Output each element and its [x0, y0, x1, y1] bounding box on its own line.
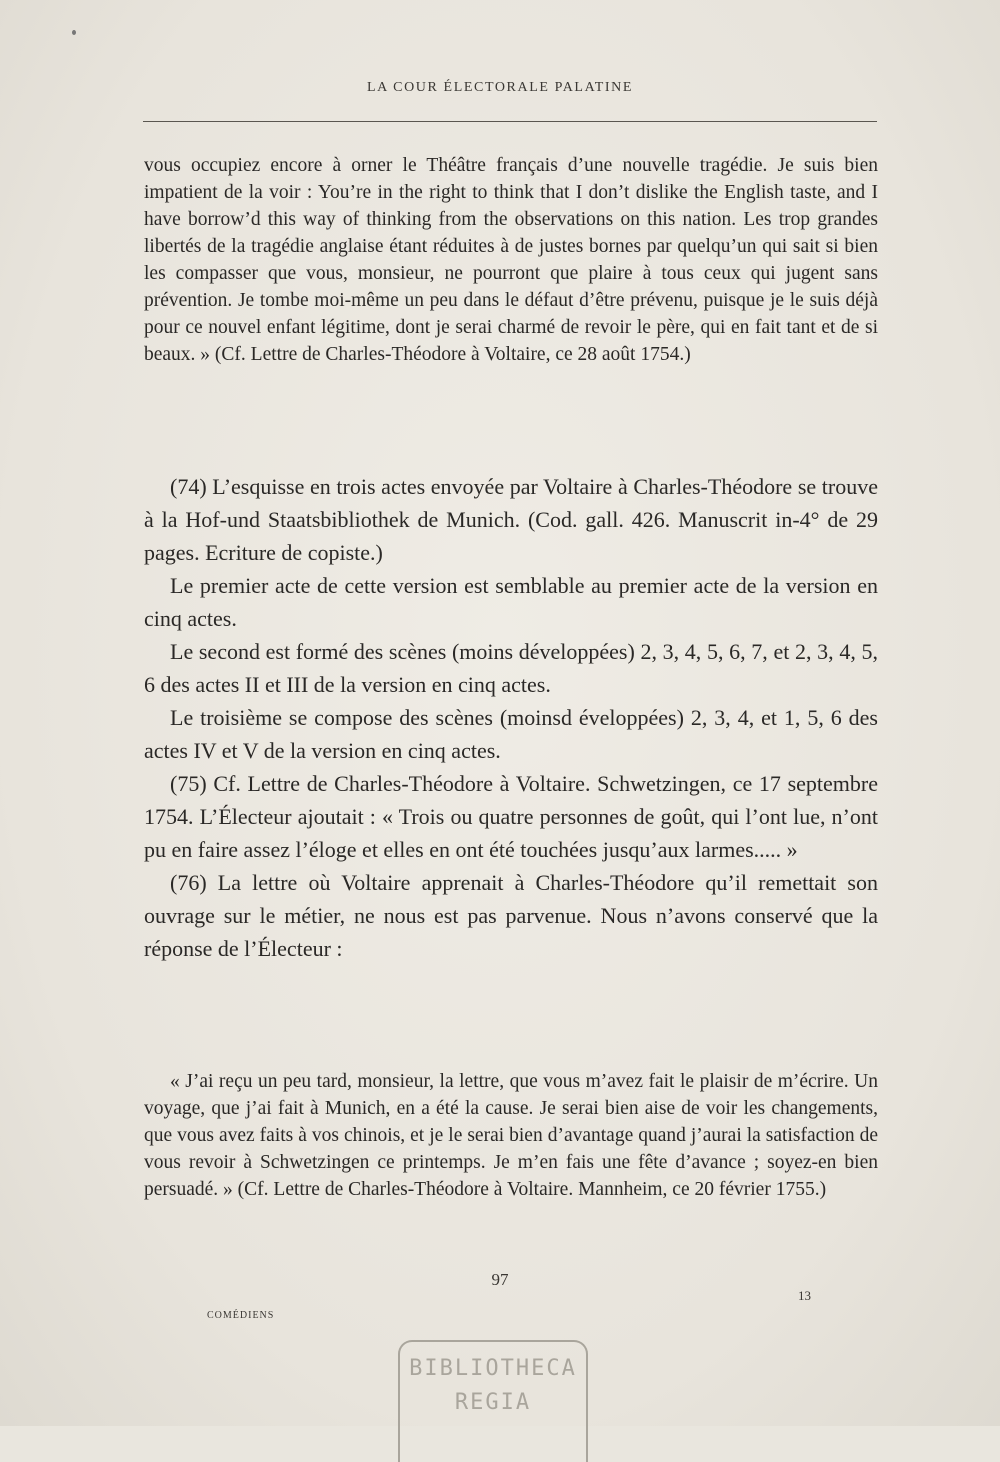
quoted-letter: « J’ai reçu un peu tard, monsieur, la lettre, que vous m’avez fait le plaisir de m’écrire. Un voyage, que j’ai fait à Munich, en a été la cause. Je serai bien aise de voir les changements, que vous avez faits à vos chinois, et je le serai bien d’avantage quand j’aurai la satisfaction de vous revoir à Schwetzingen ce printemps. Je m’en fais une fête d’avance ; soyez-en bien persuadé. » (Cf. Lettre de Charles-Théodore à Voltaire. Mannheim, ce 20 février 1755.): [144, 1071, 878, 1200]
signature-number: 13: [798, 1288, 811, 1303]
running-head: LA COUR ÉLECTORALE PALATINE: [366, 80, 634, 95]
header-rule: [143, 121, 877, 122]
note-74: (74) L’esquisse en trois actes envoyée par Voltaire à Charles-Théodore se trouve à la Hof-und Staatsbibliothek de Munich. (Cod. gall. 426. Manuscrit in-4° de 29 pages. Ecriture de copiste.): [144, 474, 878, 565]
note-74-paragraph-2: Le premier acte de cette version est semblable au premier acte de la version en cinq actes.: [144, 573, 878, 631]
letter-continuation: vous occupiez encore à orner le Théâtre français d’une nouvelle tragédie. Je suis bien impatient de la voir : You’re in the right to think that I don’t dislike the English taste, and I have borrow’d this way of thinking from the observations on this nation. Les trop grandes libertés de la tragédie anglaise étant réduites à de justes bornes par quelqu’un qui sait si bien les compasser que vous, monsieur, ne pourront que plaire à tous ceux qui jugent sans prévention. Je tombe moi-même un peu dans le défaut d’être prévenu, puisque je le suis déjà pour ce nouvel enfant légitime, dont je serai charmé de revoir le père, qui en fait tant et de si beaux. » (Cf. Lettre de Charles-Théodore à Voltaire, ce 28 août 1754.): [144, 155, 878, 365]
note-76: (76) La lettre où Voltaire apprenait à Charles-Théodore qu’il remettait son ouvrage sur le métier, ne nous est pas parvenue. Nous n’avons conservé que la réponse de l’Électeur :: [144, 870, 878, 961]
ink-speck: [72, 30, 76, 35]
stamp-line-2: REGIA: [454, 1390, 532, 1415]
notes-block: [144, 470, 878, 965]
page-number: 97: [491, 1270, 509, 1289]
quote-block: [144, 1068, 878, 1203]
letter-continuation-block: [144, 152, 878, 368]
note-74-paragraph-3: Le second est formé des scènes (moins développées) 2, 3, 4, 5, 6, 7, et 2, 3, 4, 5, 6 des actes II et III de la version en cinq actes.: [144, 639, 878, 697]
note-75: (75) Cf. Lettre de Charles-Théodore à Voltaire. Schwetzingen, ce 17 septembre 1754. L’Électeur ajoutait : « Trois ou quatre personnes de goût, qui l’ont lue, n’ont pu en faire assez l’éloge et elles en ont été touchées jusqu’aux larmes..... »: [144, 771, 878, 862]
signature-mark: COMÉDIENS: [207, 1310, 275, 1321]
library-stamp: [398, 1340, 588, 1462]
stamp-line-1: BIBLIOTHECA: [409, 1356, 577, 1381]
note-74-paragraph-4: Le troisième se compose des scènes (moinsd éveloppées) 2, 3, 4, et 1, 5, 6 des actes IV et V de la version en cinq actes.: [144, 705, 878, 763]
